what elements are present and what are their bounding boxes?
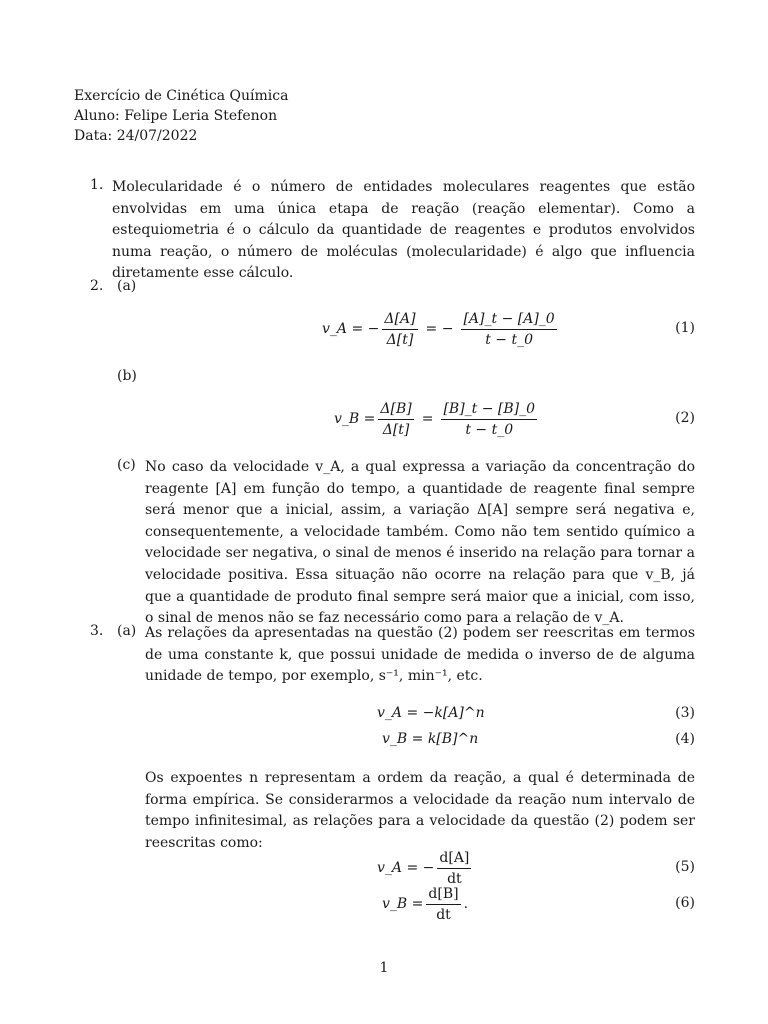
student-name: Aluno: Felipe Leria Stefenon (74, 108, 278, 124)
question-3a-text: As relações da apresentadas na questão (2) podem ser reescritas em termos de uma constante k, que possui unidade de medida o inverso de de alguma unidade de tempo, por exemplo, s⁻¹, min⁻¹, etc. (145, 625, 695, 685)
question-3a-text-2: Os expoentes n representam a ordem da reação, a qual é determinada de forma empírica. Se considerarmos a velocidade da reação num intervalo de tempo infinitesimal, as relações para a velocidade da questão (2) podem ser reescritas como: (145, 770, 695, 851)
equation-3: v_A = −k[A]^n (377, 705, 485, 721)
equation-3-number: (3) (675, 705, 695, 721)
equation-1 (322, 309, 560, 349)
eq1-lhs: v_A = − (322, 321, 380, 337)
eq2-fraction-2: $\frac{[B]\_t - [B]\_0}{t - t\_0}$ (443, 400, 536, 438)
question-1-number: 1. (90, 177, 104, 193)
eq1-fraction-2: $\frac{[A]\_t - [A]\_0}{t - t\_0}$ (463, 310, 555, 348)
eq2-lhs: v_B = (334, 411, 376, 427)
equation-4: v_B = k[B]^n (382, 731, 479, 747)
question-2c-text: No caso da velocidade v_A, a qual expressa a variação da concentração do reagente [A] em função do tempo, a quantidade de reagente final sempre será menor que a inicial, assim, a variação Δ[A] sempre será negativa e, consequentemente, a velocidade também. Como não tem sentido químico a velocidade ser negativa, o sinal de menos é inserido na relação para tornar a velocidade positiva. Essa situação não ocorre na relação para que v_B, já que a quantidade de produto final sempre será maior que a inicial, com isso, o sinal de menos não se faz necessário como para a relação de v_A. (145, 459, 695, 627)
question-3-number: 3. (90, 623, 104, 639)
question-2c-label: (c) (117, 457, 136, 473)
equation-4-number: (4) (675, 731, 695, 747)
equation-2-number: (2) (675, 410, 695, 426)
question-2b-label: (b) (117, 368, 137, 384)
question-2a-label: (a) (117, 278, 137, 294)
document-date: Data: 24/07/2022 (74, 128, 198, 144)
eq2-fraction-1: $\frac{\Delta[B]}{\Delta[t]}$ (380, 400, 412, 438)
document-header (74, 86, 288, 146)
eq1-mid: = − (425, 321, 454, 337)
equation-6: v_B = $\frac{d[B]}{dt}$ . (382, 885, 469, 923)
question-1-text: Molecularidade é o número de entidades moleculares reagentes que estão envolvidas em uma única etapa de reação (reação elementar). Como a estequiometria é o cálculo da quantidade de reagentes e produtos envolvidos numa reação, o número de moléculas (molecularidade) é algo que influencia diretamente esse cálculo. (112, 179, 695, 282)
question-3a-label: (a) (117, 623, 137, 639)
page-number: 1 (379, 960, 389, 976)
equation-5-number: (5) (675, 859, 695, 875)
equation-2 (334, 399, 540, 439)
equation-5: v_A = − $\frac{d[A]}{dt}$ (377, 849, 470, 887)
equation-1-number: (1) (675, 320, 695, 336)
equation-6-number: (6) (675, 895, 695, 911)
eq5-fraction: $\frac{d[A]}{dt}$ (439, 849, 470, 887)
eq6-fraction: $\frac{d[B]}{dt}$ (428, 885, 459, 923)
eq2-mid: = (421, 411, 434, 427)
document-title: Exercício de Cinética Química (74, 88, 289, 104)
eq1-fraction-1: $\frac{\Delta[A]}{\Delta[t]}$ (384, 310, 416, 348)
question-2-number: 2. (90, 278, 104, 294)
